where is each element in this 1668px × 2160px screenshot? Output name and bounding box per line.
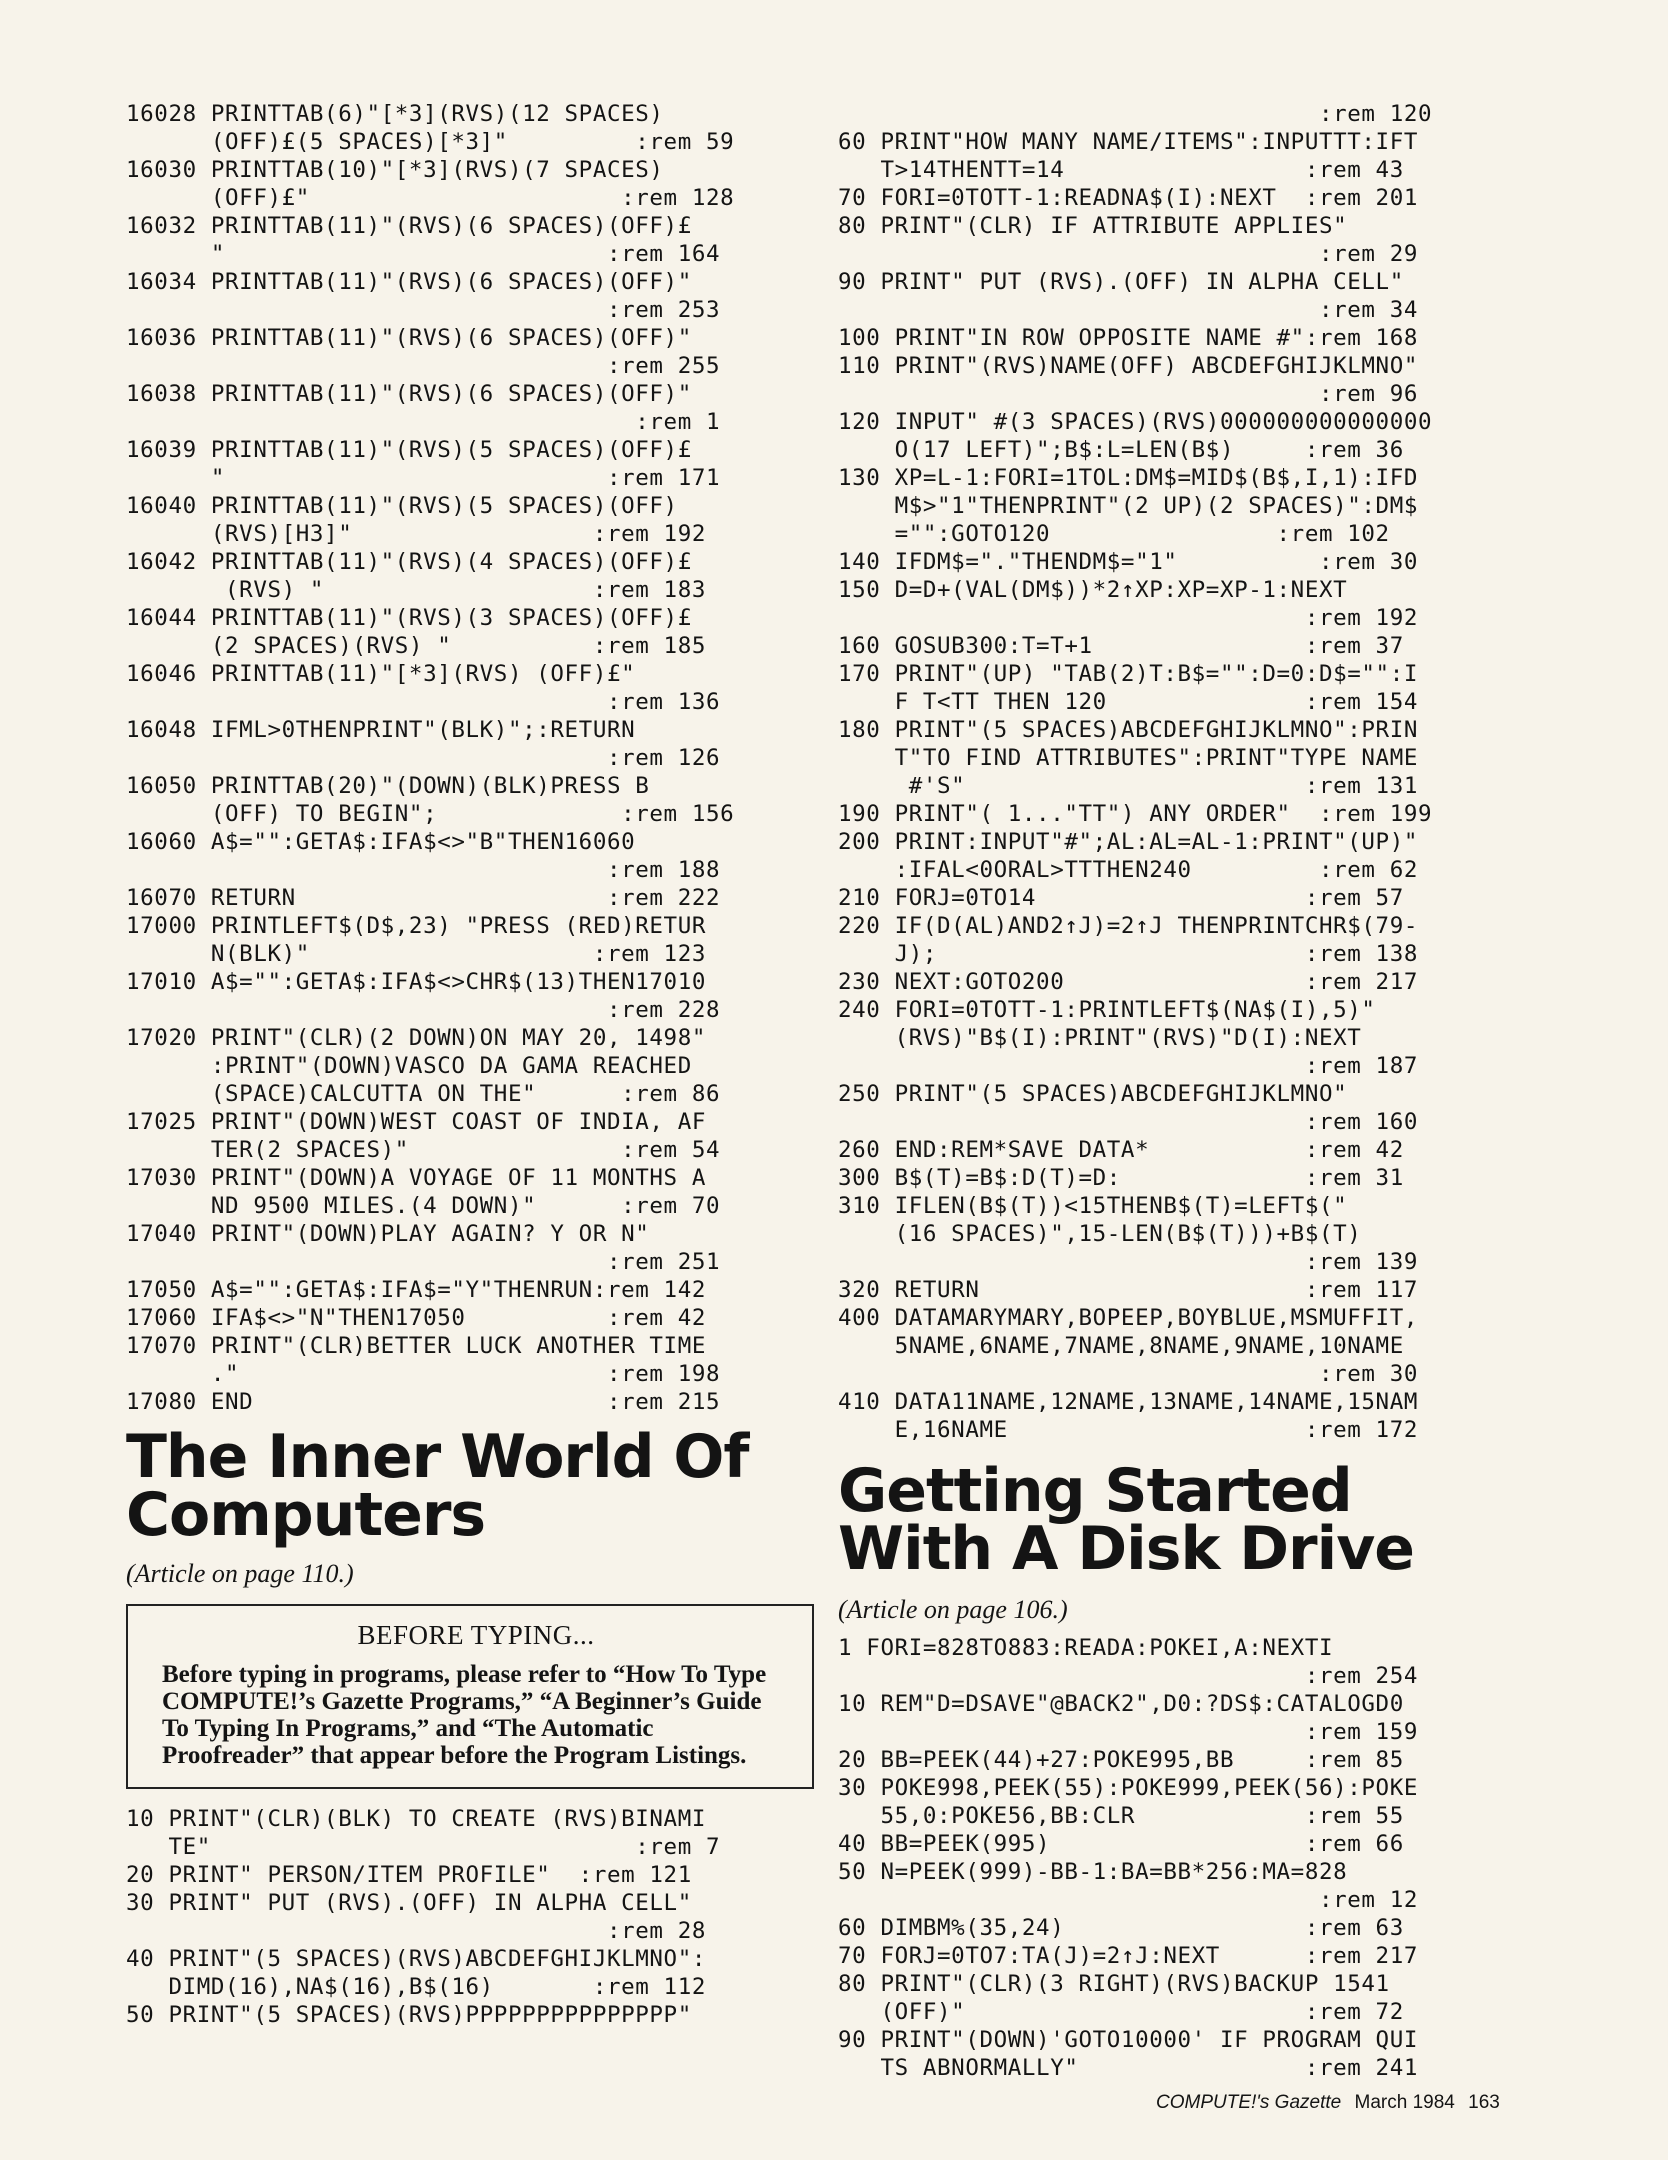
code-line: (OFF) TO BEGIN"; :rem 156 bbox=[126, 801, 735, 827]
code-line: (RVS)[H3]" :rem 192 bbox=[126, 521, 706, 547]
code-line: 17050 A$="":GETA$:IFA$="Y"THENRUN:rem 142 bbox=[126, 1277, 706, 1303]
code-line: 17010 A$="":GETA$:IFA$<>CHR$(13)THEN17010 bbox=[126, 969, 706, 995]
code-line: :rem 96 bbox=[838, 381, 1418, 407]
code-line: :IFAL<0ORAL>TTTHEN240 :rem 62 bbox=[838, 857, 1418, 883]
code-line: 16038 PRINTTAB(11)"(RVS)(6 SPACES)(OFF)" bbox=[126, 381, 692, 407]
code-line: 70 FORJ=0TO7:TA(J)=2↑J:NEXT :rem 217 bbox=[838, 1943, 1418, 1969]
code-line: :rem 192 bbox=[838, 605, 1418, 631]
code-line: 30 PRINT" PUT (RVS).(OFF) IN ALPHA CELL" bbox=[126, 1890, 692, 1916]
right-column bbox=[838, 100, 1534, 2082]
code-line: 16030 PRINTTAB(10)"[*3](RVS)(7 SPACES) bbox=[126, 157, 664, 183]
code-line: 5NAME,6NAME,7NAME,8NAME,9NAME,10NAME bbox=[838, 1333, 1404, 1359]
code-line: (RVS) " :rem 183 bbox=[126, 577, 706, 603]
code-line: 200 PRINT:INPUT"#";AL:AL=AL-1:PRINT"(UP)" bbox=[838, 829, 1418, 855]
code-line: 110 PRINT"(RVS)NAME(OFF) ABCDEFGHIJKLMNO" bbox=[838, 353, 1418, 379]
code-line: 17000 PRINTLEFT$(D$,23) "PRESS (RED)RETUR bbox=[126, 913, 706, 939]
code-line: 50 N=PEEK(999)-BB-1:BA=BB*256:MA=828 bbox=[838, 1859, 1348, 1885]
code-line: 40 BB=PEEK(995) :rem 66 bbox=[838, 1831, 1404, 1857]
code-line: :rem 34 bbox=[838, 297, 1418, 323]
code-line: 150 D=D+(VAL(DM$))*2↑XP:XP=XP-1:NEXT bbox=[838, 577, 1348, 603]
code-line: " :rem 164 bbox=[126, 241, 721, 267]
program-listing-disk-drive bbox=[838, 1634, 1534, 2082]
code-line: 17025 PRINT"(DOWN)WEST COAST OF INDIA, AF bbox=[126, 1109, 706, 1135]
code-line: 40 PRINT"(5 SPACES)(RVS)ABCDEFGHIJKLMNO": bbox=[126, 1946, 706, 1972]
magazine-name: COMPUTE!'s Gazette bbox=[1156, 2092, 1342, 2113]
code-line: 17020 PRINT"(CLR)(2 DOWN)ON MAY 20, 1498" bbox=[126, 1025, 706, 1051]
code-line: :rem 188 bbox=[126, 857, 721, 883]
code-line: (SPACE)CALCUTTA ON THE" :rem 86 bbox=[126, 1081, 721, 1107]
code-line: #'S" :rem 131 bbox=[838, 773, 1418, 799]
code-line: :rem 30 bbox=[838, 1361, 1418, 1387]
code-line: 16032 PRINTTAB(11)"(RVS)(6 SPACES)(OFF)£ bbox=[126, 213, 692, 239]
code-line: " :rem 171 bbox=[126, 465, 721, 491]
code-line: 170 PRINT"(UP) "TAB(2)T:B$="":D=0:D$="":I bbox=[838, 661, 1418, 687]
article-reference: (Article on page 110.) bbox=[126, 1559, 354, 1588]
code-line: 80 PRINT"(CLR) IF ATTRIBUTE APPLIES" bbox=[838, 213, 1348, 239]
code-line: ="":GOTO120 :rem 102 bbox=[838, 521, 1390, 547]
notice-title: BEFORE TYPING... bbox=[357, 1620, 595, 1650]
code-line: 16034 PRINTTAB(11)"(RVS)(6 SPACES)(OFF)" bbox=[126, 269, 692, 295]
code-line: DIMD(16),NA$(16),B$(16) :rem 112 bbox=[126, 1974, 706, 2000]
code-line: :rem 28 bbox=[126, 1918, 706, 1944]
code-line: 16070 RETURN :rem 222 bbox=[126, 885, 721, 911]
code-line: 410 DATA11NAME,12NAME,13NAME,14NAME,15NAM bbox=[838, 1389, 1418, 1415]
code-line: J); :rem 138 bbox=[838, 941, 1418, 967]
code-line: (OFF)£" :rem 128 bbox=[126, 185, 735, 211]
code-line: 160 GOSUB300:T=T+1 :rem 37 bbox=[838, 633, 1404, 659]
code-line: 400 DATAMARYMARY,BOPEEP,BOYBLUE,MSMUFFIT, bbox=[838, 1305, 1418, 1331]
code-line: :rem 253 bbox=[126, 297, 721, 323]
code-line: TER(2 SPACES)" :rem 54 bbox=[126, 1137, 721, 1163]
code-line: (2 SPACES)(RVS) " :rem 185 bbox=[126, 633, 706, 659]
before-typing-notice bbox=[126, 1604, 814, 1789]
code-line: 16046 PRINTTAB(11)"[*3](RVS) (OFF)£" bbox=[126, 661, 636, 687]
code-line: ." :rem 198 bbox=[126, 1361, 721, 1387]
code-line: TE" :rem 7 bbox=[126, 1834, 721, 1860]
code-line: 310 IFLEN(B$(T))<15THENB$(T)=LEFT$(" bbox=[838, 1193, 1348, 1219]
code-line: 16040 PRINTTAB(11)"(RVS)(5 SPACES)(OFF) bbox=[126, 493, 678, 519]
code-line: (RVS)"B$(I):PRINT"(RVS)"D(I):NEXT bbox=[838, 1025, 1362, 1051]
code-line: (OFF)" :rem 72 bbox=[838, 1999, 1404, 2025]
page-number: 163 bbox=[1468, 2092, 1500, 2113]
code-line: 30 POKE998,PEEK(55):POKE999,PEEK(56):POKE bbox=[838, 1775, 1418, 1801]
code-line: 16039 PRINTTAB(11)"(RVS)(5 SPACES)(OFF)£ bbox=[126, 437, 692, 463]
code-line: 16044 PRINTTAB(11)"(RVS)(3 SPACES)(OFF)£ bbox=[126, 605, 692, 631]
code-line: 140 IFDM$="."THENDM$="1" :rem 30 bbox=[838, 549, 1418, 575]
code-line: 20 BB=PEEK(44)+27:POKE995,BB :rem 85 bbox=[838, 1747, 1404, 1773]
program-listing-inner-world bbox=[126, 1805, 816, 2029]
code-line: :rem 139 bbox=[838, 1249, 1418, 1275]
code-line: 60 PRINT"HOW MANY NAME/ITEMS":INPUTTT:IFT bbox=[838, 129, 1418, 155]
code-line: 210 FORJ=0TO14 :rem 57 bbox=[838, 885, 1404, 911]
code-line: (OFF)£(5 SPACES)[*3]" :rem 59 bbox=[126, 129, 735, 155]
code-line: :rem 254 bbox=[838, 1663, 1418, 1689]
code-line: F T<TT THEN 120 :rem 154 bbox=[838, 689, 1418, 715]
code-line: 17040 PRINT"(DOWN)PLAY AGAIN? Y OR N" bbox=[126, 1221, 650, 1247]
code-line: 17070 PRINT"(CLR)BETTER LUCK ANOTHER TIME bbox=[126, 1333, 706, 1359]
code-line: :rem 160 bbox=[838, 1109, 1418, 1135]
code-line: 16028 PRINTTAB(6)"[*3](RVS)(12 SPACES) bbox=[126, 101, 664, 127]
left-column bbox=[126, 100, 816, 2029]
code-line: 10 REM"D=DSAVE"@BACK2",D0:?DS$:CATALOGD0 bbox=[838, 1691, 1404, 1717]
code-line: 1 FORI=828TO883:READA:POKEI,A:NEXTI bbox=[838, 1635, 1334, 1661]
code-line: :rem 126 bbox=[126, 745, 721, 771]
code-line: :rem 29 bbox=[838, 241, 1418, 267]
code-line: 230 NEXT:GOTO200 :rem 217 bbox=[838, 969, 1418, 995]
program-listing-continued bbox=[126, 100, 816, 1416]
code-line: (16 SPACES)",15-LEN(B$(T)))+B$(T) bbox=[838, 1221, 1362, 1247]
code-line: 50 PRINT"(5 SPACES)(RVS)PPPPPPPPPPPPPPP" bbox=[126, 2002, 692, 2028]
code-line: 17030 PRINT"(DOWN)A VOYAGE OF 11 MONTHS A bbox=[126, 1165, 706, 1191]
code-line: 240 FORI=0TOTT-1:PRINTLEFT$(NA$(I),5)" bbox=[838, 997, 1376, 1023]
code-line: :rem 159 bbox=[838, 1719, 1418, 1745]
code-line: 70 FORI=0TOTT-1:READNA$(I):NEXT :rem 201 bbox=[838, 185, 1418, 211]
code-line: :rem 187 bbox=[838, 1053, 1418, 1079]
article-heading-inner-world: The Inner World Of Computers bbox=[126, 1422, 749, 1550]
code-line: N(BLK)" :rem 123 bbox=[126, 941, 706, 967]
code-line: 300 B$(T)=B$:D(T)=D: :rem 31 bbox=[838, 1165, 1404, 1191]
issue-date: March 1984 bbox=[1354, 2092, 1455, 2113]
code-line: :rem 251 bbox=[126, 1249, 721, 1275]
code-line: 60 DIMBM%(35,24) :rem 63 bbox=[838, 1915, 1404, 1941]
code-line: 20 PRINT" PERSON/ITEM PROFILE" :rem 121 bbox=[126, 1862, 692, 1888]
notice-body: Before typing in programs, please refer to “How To Type COMPUTE!’s Gazette Programs,” “A Beginner’s Guide To Typing In Programs,” and “The Automatic Proofreader” that appear before the Program Listings. bbox=[162, 1661, 767, 1769]
page-footer bbox=[1156, 2092, 1500, 2114]
code-line: 250 PRINT"(5 SPACES)ABCDEFGHIJKLMNO" bbox=[838, 1081, 1348, 1107]
code-line: 16048 IFML>0THENPRINT"(BLK)";:RETURN bbox=[126, 717, 636, 743]
article-heading-disk-drive: Getting Started With A Disk Drive bbox=[838, 1456, 1414, 1584]
code-line: ND 9500 MILES.(4 DOWN)" :rem 70 bbox=[126, 1193, 721, 1219]
article-reference: (Article on page 106.) bbox=[838, 1595, 1068, 1624]
code-line: M$>"1"THENPRINT"(2 UP)(2 SPACES)":DM$ bbox=[838, 493, 1418, 519]
code-line: 190 PRINT"( 1..."TT") ANY ORDER" :rem 199 bbox=[838, 801, 1433, 827]
code-line: 260 END:REM*SAVE DATA* :rem 42 bbox=[838, 1137, 1404, 1163]
code-line: :rem 12 bbox=[838, 1887, 1418, 1913]
code-line: 55,0:POKE56,BB:CLR :rem 55 bbox=[838, 1803, 1404, 1829]
code-line: :rem 228 bbox=[126, 997, 721, 1023]
code-line: E,16NAME :rem 172 bbox=[838, 1417, 1418, 1443]
code-line: :rem 255 bbox=[126, 353, 721, 379]
code-line: 10 PRINT"(CLR)(BLK) TO CREATE (RVS)BINAMI bbox=[126, 1806, 706, 1832]
code-line: 180 PRINT"(5 SPACES)ABCDEFGHIJKLMNO":PRIN bbox=[838, 717, 1418, 743]
code-line: 16036 PRINTTAB(11)"(RVS)(6 SPACES)(OFF)" bbox=[126, 325, 692, 351]
code-line: :rem 1 bbox=[126, 409, 721, 435]
program-listing-continued-right bbox=[838, 100, 1534, 1444]
code-line: 16050 PRINTTAB(20)"(DOWN)(BLK)PRESS B bbox=[126, 773, 650, 799]
code-line: T"TO FIND ATTRIBUTES":PRINT"TYPE NAME bbox=[838, 745, 1418, 771]
code-line: TS ABNORMALLY" :rem 241 bbox=[838, 2055, 1418, 2081]
code-line: 320 RETURN :rem 117 bbox=[838, 1277, 1418, 1303]
code-line: :rem 120 bbox=[838, 101, 1433, 127]
code-line: 16042 PRINTTAB(11)"(RVS)(4 SPACES)(OFF)£ bbox=[126, 549, 692, 575]
code-line: 220 IF(D(AL)AND2↑J)=2↑J THENPRINTCHR$(79- bbox=[838, 913, 1418, 939]
code-line: 120 INPUT" #(3 SPACES)(RVS)000000000000000 bbox=[838, 409, 1433, 435]
code-line: 130 XP=L-1:FORI=1TOL:DM$=MID$(B$,I,1):IFD bbox=[838, 465, 1418, 491]
code-line: 16060 A$="":GETA$:IFA$<>"B"THEN16060 bbox=[126, 829, 636, 855]
code-line: 90 PRINT" PUT (RVS).(OFF) IN ALPHA CELL" bbox=[838, 269, 1404, 295]
code-line: 80 PRINT"(CLR)(3 RIGHT)(RVS)BACKUP 1541 bbox=[838, 1971, 1390, 1997]
code-line: 17080 END :rem 215 bbox=[126, 1389, 721, 1415]
code-line: T>14THENTT=14 :rem 43 bbox=[838, 157, 1404, 183]
code-line: O(17 LEFT)";B$:L=LEN(B$) :rem 36 bbox=[838, 437, 1404, 463]
code-line: :PRINT"(DOWN)VASCO DA GAMA REACHED bbox=[126, 1053, 692, 1079]
code-line: :rem 136 bbox=[126, 689, 721, 715]
code-line: 100 PRINT"IN ROW OPPOSITE NAME #":rem 168 bbox=[838, 325, 1418, 351]
code-line: 90 PRINT"(DOWN)'GOTO10000' IF PROGRAM QUI bbox=[838, 2027, 1418, 2053]
code-line: 17060 IFA$<>"N"THEN17050 :rem 42 bbox=[126, 1305, 706, 1331]
